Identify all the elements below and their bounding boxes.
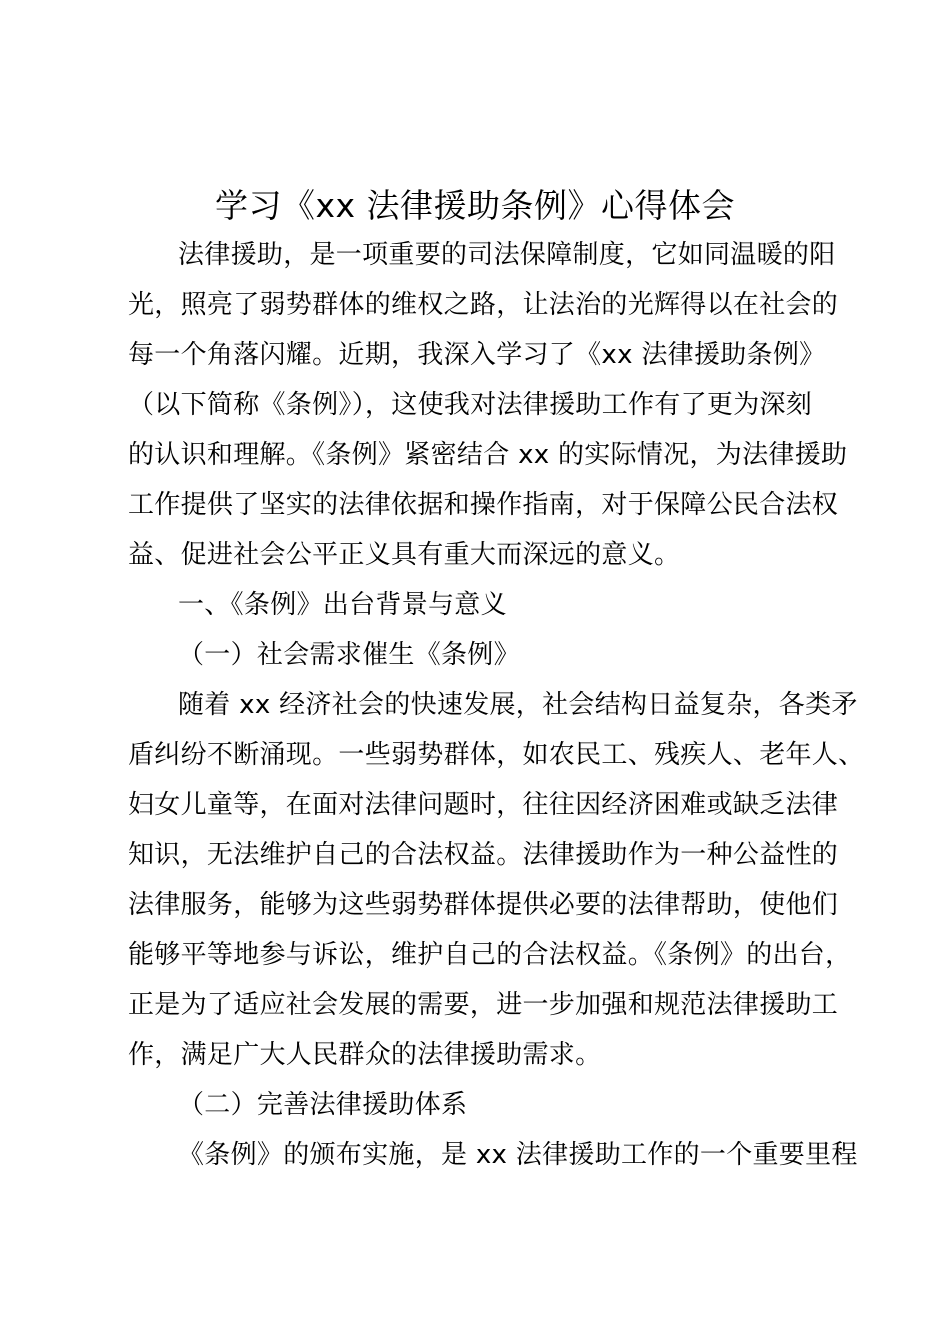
paragraph-line: 盾纠纷不断涌现。一些弱势群体，如农民工、残疾人、老年人、 xyxy=(128,740,865,770)
paragraph-line: 益、促进社会公平正义具有重大而深远的意义。 xyxy=(128,540,681,570)
paragraph-line: 的认识和理解。《条例》紧密结合 xx 的实际情况，为法律援助 xyxy=(128,440,848,470)
paragraph-line: 能够平等地参与诉讼，维护自己的合法权益。《条例》的出台， xyxy=(128,940,852,970)
paragraph-line: 工作提供了坚实的法律依据和操作指南，对于保障公民合法权 xyxy=(128,490,839,520)
paragraph-line: 正是为了适应社会发展的需要，进一步加强和规范法律援助工 xyxy=(128,990,839,1020)
paragraph-line: 每一个角落闪耀。近期，我深入学习了《xx 法律援助条例》 xyxy=(128,340,826,370)
paragraph-line: 作，满足广大人民群众的法律援助需求。 xyxy=(128,1040,602,1070)
paragraph-line: 法律援助，是一项重要的司法保障制度，它如同温暖的阳 xyxy=(178,240,836,270)
subsection-heading: （二）完善法律援助体系 xyxy=(178,1090,468,1120)
paragraph-line: 光，照亮了弱势群体的维权之路，让法治的光辉得以在社会的 xyxy=(128,290,839,320)
paragraph-line: 随着 xx 经济社会的快速发展，社会结构日益复杂，各类矛 xyxy=(178,690,858,720)
section-heading: 一、《条例》出台背景与意义 xyxy=(178,590,507,620)
subsection-heading: （一）社会需求催生《条例》 xyxy=(178,640,520,670)
paragraph-line: 《条例》的颁布实施，是 xx 法律援助工作的一个重要里程 xyxy=(178,1140,858,1170)
paragraph-line: 知识，无法维护自己的合法权益。法律援助作为一种公益性的 xyxy=(128,840,839,870)
paragraph-line: 法律服务，能够为这些弱势群体提供必要的法律帮助，使他们 xyxy=(128,890,839,920)
paragraph-line: 妇女儿童等，在面对法律问题时，往往因经济困难或缺乏法律 xyxy=(128,790,839,820)
document-title: 学习《xx 法律援助条例》心得体会 xyxy=(214,186,736,225)
paragraph-line: （以下简称《条例》），这使我对法律援助工作有了更为深刻 xyxy=(128,390,813,420)
